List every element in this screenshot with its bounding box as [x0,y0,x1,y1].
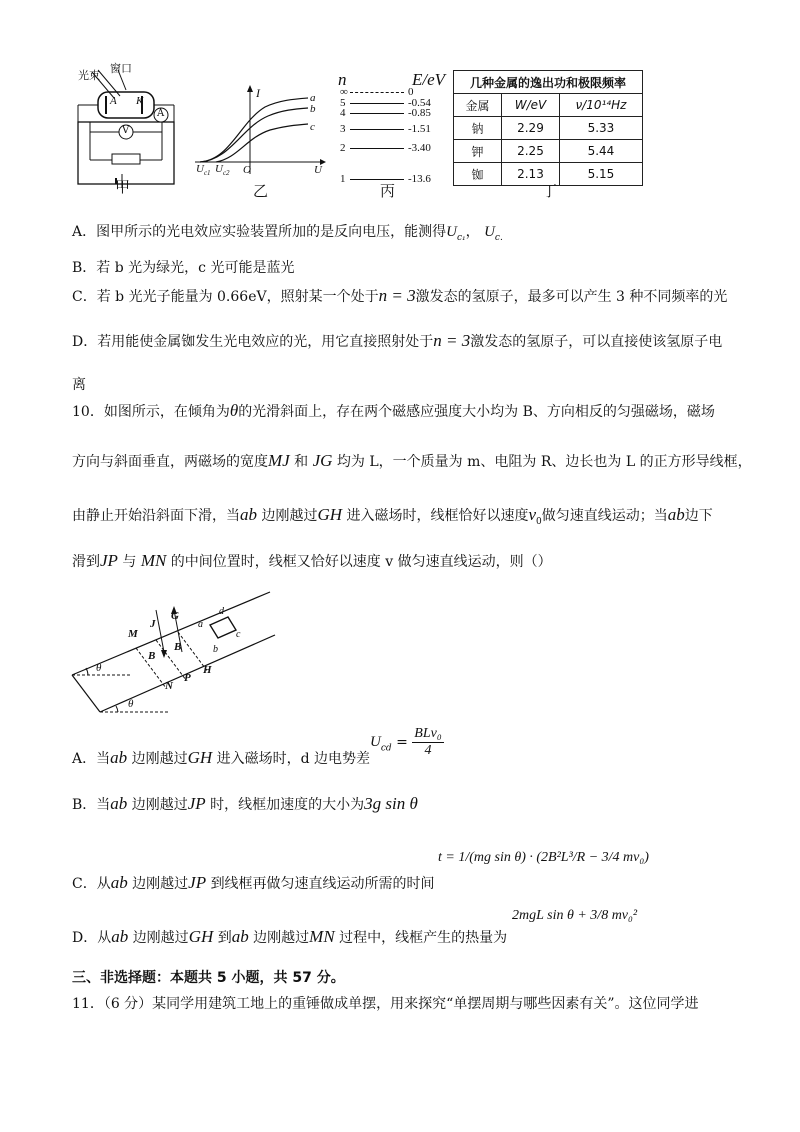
label-curve-b: b [310,103,316,115]
table-cell: 5.33 [559,117,642,140]
q10-stem-line1: 10．如图所示，在倾角为θ的光滑斜面上，存在两个磁感应强度大小均为 B、方向相反的匀强磁场，磁场 [72,401,715,420]
level-energy: -0.85 [408,107,431,119]
level-n: ∞ [340,86,348,98]
label-i: I [256,86,260,100]
caption-ding: 丁 [542,182,558,200]
label-curve-a: a [310,92,316,104]
fig-label-g: G [171,610,179,622]
level-n: 1 [340,173,346,185]
level-energy: -13.6 [408,173,431,185]
q9-option-d-cont: 离 [72,377,86,393]
level-n: 2 [340,142,346,154]
table-header: W/eV [502,94,560,117]
fig-label-b: b [213,644,218,655]
level-n: 3 [340,123,346,135]
section-heading: 三、非选择题：本题共 5 小题，共 57 分。 [72,970,345,986]
q10-stem-line2: 方向与斜面垂直，两磁场的宽度MJ 和 JG 均为 L，一个质量为 m、电阻为 R、边长也为 L 的正方形导线框， [72,451,752,470]
caption-jia: 甲 [115,178,131,196]
fig-label-b2: B [174,641,182,653]
label-n: n [338,70,347,89]
table-cell: 钾 [454,140,502,163]
label-anode: A [110,95,117,107]
table-cell: 2.29 [502,117,560,140]
level-line [350,148,404,149]
level-energy: -1.51 [408,123,431,135]
caption-bing: 丙 [380,182,396,200]
label-uc1: $U_{c1}$ [196,163,211,178]
label-curve-c: c [310,121,315,133]
level-n: 5 [340,97,346,109]
fig-label-h: H [203,664,212,676]
label-uc2: $U_{c2}$ [215,163,230,178]
label-voltmeter: V [122,125,130,136]
caption-yi: 乙 [253,182,269,200]
q11-stem: 11．（6 分）某同学用建筑工地上的重锤做成单摆，用来探究“单摆周期与哪些因素有关”。这位同学进 [72,996,699,1012]
label-u-axis: U [314,164,322,176]
table-header: 金属 [454,94,502,117]
table-cell: 铷 [454,163,502,186]
fig-label-theta1: θ [96,662,102,674]
level-line [350,129,404,130]
level-energy: -0.54 [408,97,431,109]
fig-label-d: d [219,606,224,617]
fig-label-m: M [128,628,138,640]
q10-option-d: D．从ab 边刚越过GH 到ab 边刚越过MN 过程中，线框产生的热量为 [72,927,508,946]
energy-level [336,123,446,135]
table-row [454,140,643,163]
energy-level [336,142,446,154]
table-cell: 5.44 [559,140,642,163]
q9-option-b: B．若 b 光为绿光，c 光可能是蓝光 [72,260,295,276]
level-line [350,103,404,104]
figure-yi-iv-curves [190,82,330,177]
level-line [350,113,404,114]
fig-label-p: P [184,672,191,684]
energy-level [336,107,446,119]
level-energy: 0 [408,86,414,98]
label-light-beam: 光束 [78,69,100,82]
curve-c [216,124,308,162]
q10-option-a-formula: $U_{cd}$ = $\frac{\text{BLv₀}}{4}$ [370,726,442,758]
fig-label-theta2: θ [128,698,134,710]
q10-option-c-formula: t = 1/(mg sin θ) · (2B²L³/R − 3/4 mv₀) [438,850,649,865]
q9-option-c: C．若 b 光光子能量为 0.66eV，照射某一个处于n = 3激发态的氢原子，最多可以产生 3 种不同频率的光 [72,286,728,305]
fig-label-b1: B [148,650,156,662]
label-cathode: K [136,95,144,107]
label-origin: O [243,164,251,176]
level-n: 4 [340,107,346,119]
q9-option-a: A．图甲所示的光电效应实验装置所加的是反向电压，能测得$U_{c_1}$， $U_{c.}$ [72,224,503,243]
table-header: ν/10¹⁴Hz [559,94,642,117]
table-cell: 5.15 [559,163,642,186]
fig-label-a: a [198,619,203,630]
table-row [454,117,643,140]
label-window: 窗口 [110,62,132,75]
boundary-jp [156,640,186,680]
fig-label-j: J [150,618,156,630]
q10-option-b: B．当ab 边刚越过JP 时，线框加速度的大小为3g sin θ [72,794,418,813]
fig-label-c: c [236,629,241,640]
q10-option-c: C．从ab 边刚越过JP 到线框再做匀速直线运动所需的时间 [72,873,435,892]
table-title: 几种金属的逸出功和极限频率 [454,71,643,94]
q9-option-d: D．若用能使金属铷发生光电效应的光，用它直接照射处于n = 3激发态的氢原子，可以直接使该氢原子电 [72,331,723,350]
q10-stem-line3: 由静止开始沿斜面下滑，当ab 边刚越过GH 进入磁场时，线框恰好以速度$v_0$做匀速直线运动；当ab边下 [72,505,713,527]
q10-option-a: A．当ab 边刚越过GH 进入磁场时，d 边电势差 [72,748,371,767]
level-line [350,179,404,180]
level-line [350,92,404,93]
table-cell: 2.13 [502,163,560,186]
label-ammeter: A [157,108,165,119]
wire-loop [210,617,236,638]
label-energy-unit: E/eV [412,70,446,89]
figure-bing-energy-levels [336,70,446,185]
table-cell: 2.25 [502,140,560,163]
table-cell: 钠 [454,117,502,140]
fig-label-n: N [165,680,173,692]
figure-ding-table [453,70,645,186]
level-energy: -3.40 [408,142,431,154]
q10-option-d-formula: 2mgL sin θ + 3/8 mv₀² [512,908,638,923]
curve-a [200,98,308,162]
q10-stem-line4: 滑到JP 与 MN 的中间位置时，线框又恰好以速度 v 做匀速直线运动，则（） [72,551,552,570]
rheostat [112,154,140,164]
